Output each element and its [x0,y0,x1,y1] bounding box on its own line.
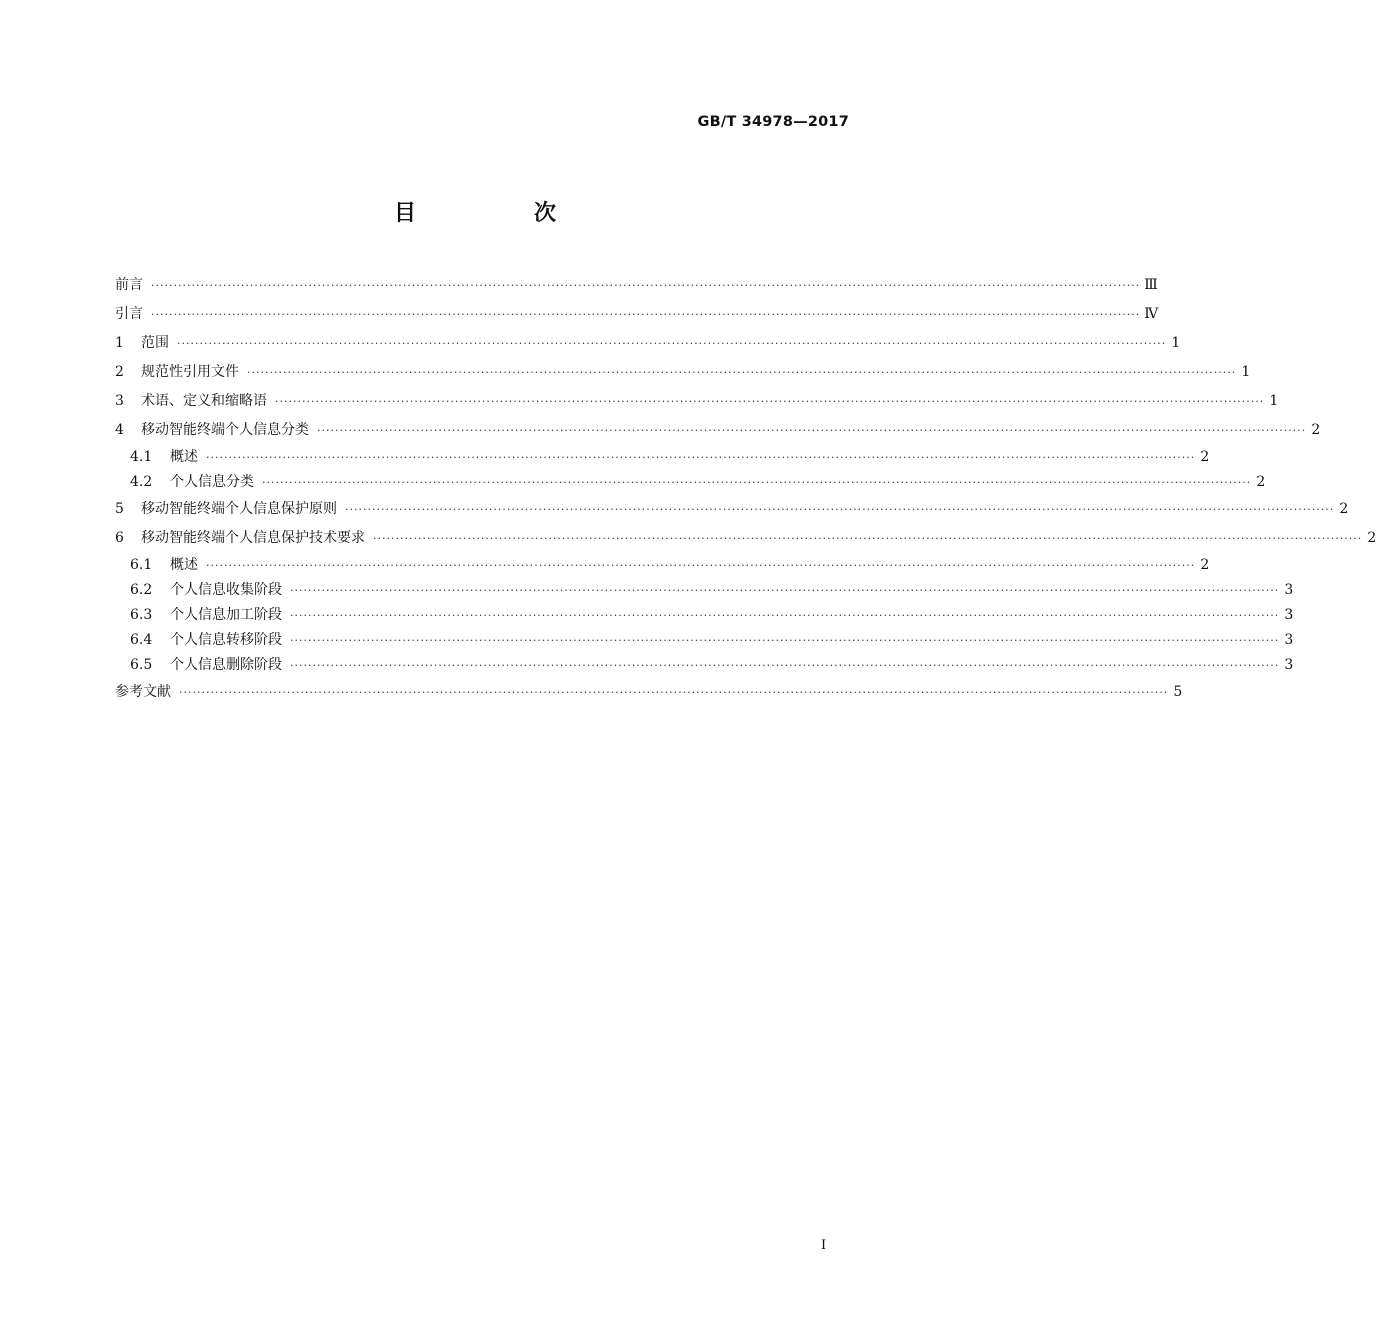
toc-entry-4[interactable] [115,416,1321,445]
table-of-contents [115,271,1376,707]
toc-entry-foreword[interactable] [115,271,1158,300]
toc-entry-number: 5 [115,501,124,517]
dot-leader: ···························································································································································································································· [151,308,1141,321]
toc-entry-number: 6.2 [130,582,153,598]
toc-entry-page: 2 [1339,501,1349,517]
dot-leader: ···························································································································································································································· [206,559,1196,572]
toc-entry-6-3[interactable] [115,603,1294,628]
toc-entry-page: 1 [1269,393,1279,409]
toc-entry-label: 个人信息加工阶段 [170,607,282,623]
toc-entry-page: Ⅲ [1144,277,1158,293]
toc-entry-1[interactable] [115,329,1181,358]
toc-entry-label: 个人信息删除阶段 [170,657,282,673]
dot-leader: ···························································································································································································································· [151,279,1141,292]
toc-entry-page: 3 [1284,582,1294,598]
standard-code: GB/T 34978—2017 [697,114,849,130]
toc-entry-number: 6.3 [130,607,153,623]
toc-entry-number: 3 [115,393,124,409]
toc-entry-page: 5 [1173,684,1183,700]
toc-entry-label: 术语、定义和缩略语 [141,393,267,409]
toc-entry-label: 移动智能终端个人信息保护技术要求 [141,530,365,546]
toc-entry-6-5[interactable] [115,653,1294,678]
dot-leader: ···························································································································································································································· [206,451,1196,464]
toc-entry-number: 6 [115,530,124,546]
dot-leader: ···························································································································································································································· [317,424,1307,437]
toc-entry-label: 规范性引用文件 [141,364,239,380]
toc-entry-number: 4.2 [130,474,153,490]
toc-entry-label: 范围 [141,335,169,351]
dot-leader: ···························································································································································································································· [275,395,1265,408]
toc-entry-label: 移动智能终端个人信息分类 [141,422,309,438]
toc-entry-4-1[interactable] [115,445,1210,470]
toc-title: 目 次 [393,201,604,226]
dot-leader: ···························································································································································································································· [179,686,1169,699]
toc-entry-introduction[interactable] [115,300,1159,329]
toc-entry-5[interactable] [115,495,1349,524]
dot-leader: ···························································································································································································································· [247,366,1237,379]
toc-entry-page: Ⅳ [1144,306,1159,322]
toc-entry-number: 4.1 [130,449,153,465]
toc-entry-label: 个人信息转移阶段 [170,632,282,648]
dot-leader: ···························································································································································································································· [262,476,1252,489]
toc-entry-label: 个人信息分类 [170,474,254,490]
toc-entry-number: 2 [115,364,124,380]
dot-leader: ···························································································································································································································· [290,634,1280,647]
toc-entry-number: 6.1 [130,557,153,573]
toc-entry-6-2[interactable] [115,578,1294,603]
toc-entry-label: 概述 [170,449,198,465]
dot-leader: ···························································································································································································································· [373,532,1363,545]
toc-entry-number: 6.4 [130,632,153,648]
toc-entry-6-1[interactable] [115,553,1210,578]
toc-entry-page: 1 [1171,335,1181,351]
toc-entry-4-2[interactable] [115,470,1266,495]
toc-entry-number: 4 [115,422,124,438]
toc-entry-number: 1 [115,335,124,351]
page-number: Ⅰ [821,1238,827,1253]
toc-entry-bibliography[interactable] [115,678,1183,707]
dot-leader: ···························································································································································································································· [177,337,1167,350]
toc-entry-page: 2 [1200,557,1210,573]
toc-entry-page: 2 [1367,530,1376,546]
toc-entry-label: 引言 [115,306,143,322]
toc-entry-label: 前言 [115,277,143,293]
toc-entry-page: 3 [1284,607,1294,623]
dot-leader: ···························································································································································································································· [345,503,1335,516]
toc-entry-label: 参考文献 [115,684,171,700]
toc-entry-6-4[interactable] [115,628,1294,653]
toc-entry-label: 个人信息收集阶段 [170,582,282,598]
toc-entry-label: 概述 [170,557,198,573]
toc-entry-2[interactable] [115,358,1251,387]
toc-entry-page: 2 [1256,474,1266,490]
toc-entry-label: 移动智能终端个人信息保护原则 [141,501,337,517]
toc-entry-page: 1 [1241,364,1251,380]
dot-leader: ···························································································································································································································· [290,659,1280,672]
dot-leader: ···························································································································································································································· [290,584,1280,597]
toc-entry-3[interactable] [115,387,1279,416]
toc-entry-number: 6.5 [130,657,153,673]
toc-entry-page: 2 [1311,422,1321,438]
toc-entry-page: 2 [1200,449,1210,465]
toc-entry-page: 3 [1284,632,1294,648]
dot-leader: ···························································································································································································································· [290,609,1280,622]
toc-entry-page: 3 [1284,657,1294,673]
toc-entry-6[interactable] [115,524,1376,553]
